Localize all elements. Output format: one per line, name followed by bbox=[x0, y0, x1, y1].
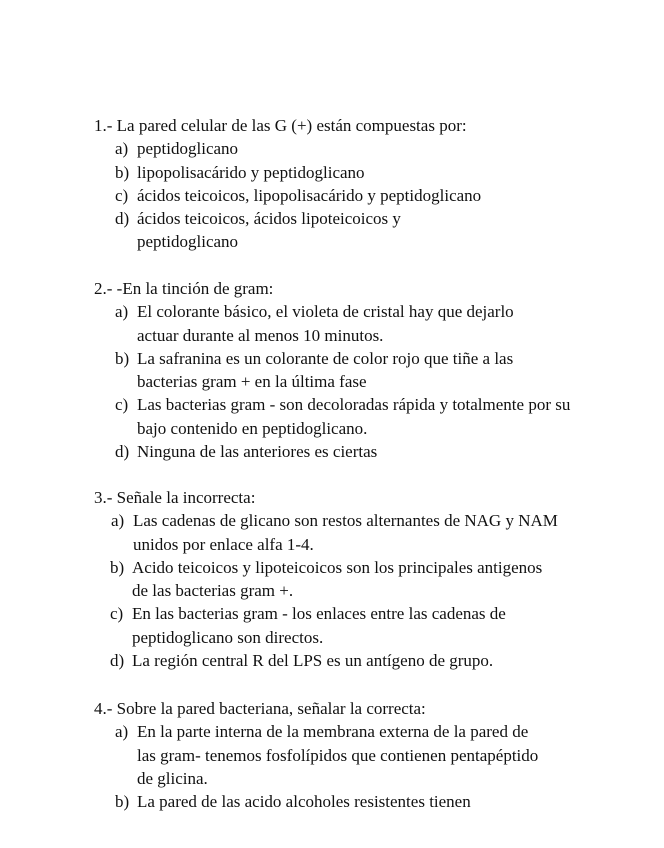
option-letter: c) bbox=[115, 395, 129, 415]
option-letter: b) bbox=[115, 792, 130, 812]
option-letter: a) bbox=[115, 302, 129, 322]
question-2-option-b bbox=[115, 347, 567, 394]
option-text: En las bacterias gram - los enlaces entre las cadenas de peptidoglicano son directos. bbox=[132, 604, 506, 647]
question-4-option-a bbox=[115, 720, 547, 790]
question-2-option-a bbox=[115, 300, 557, 347]
option-text: peptidoglicano bbox=[137, 139, 239, 159]
option-letter: d) bbox=[115, 442, 130, 462]
question-2-option-c bbox=[115, 393, 577, 440]
option-text: La safranina es un colorante de color rojo que tiñe a las bacterias gram + en la última fase bbox=[137, 348, 514, 392]
question-3-option-c bbox=[110, 602, 582, 649]
option-letter: c) bbox=[110, 604, 124, 624]
question-1-option-d bbox=[115, 207, 482, 254]
option-letter: a) bbox=[115, 722, 129, 742]
question-3 bbox=[94, 486, 594, 672]
question-4-title: 4.- Sobre la pared bacteriana, señalar la correcta: bbox=[94, 699, 426, 718]
option-text: El colorante básico, el violeta de cristal hay que dejarlo actuar durante al menos 10 minutos. bbox=[137, 302, 514, 345]
question-1-title: 1.- La pared celular de las G (+) están compuestas por: bbox=[94, 116, 467, 135]
option-text: En la parte interna de la membrana externa de la pared de las gram- tenemos fosfolípidos que contienen pentapéptido de glicina. bbox=[137, 722, 539, 788]
option-letter: b) bbox=[110, 557, 125, 577]
question-1-option-b bbox=[115, 161, 537, 184]
question-2 bbox=[94, 277, 594, 463]
question-1-option-a bbox=[115, 137, 437, 160]
option-letter: d) bbox=[110, 651, 125, 671]
option-text: La región central R del LPS es un antígeno de grupo. bbox=[132, 651, 494, 671]
option-text: Las cadenas de glicano son restos alternantes de NAG y NAM unidos por enlace alfa 1-4. bbox=[133, 511, 558, 554]
option-letter: a) bbox=[111, 511, 125, 531]
option-text: ácidos teicoicos, ácidos lipoteicoicos y peptidoglicano bbox=[137, 209, 401, 252]
question-4 bbox=[94, 697, 594, 813]
option-letter: c) bbox=[115, 185, 129, 205]
question-3-option-a bbox=[111, 509, 593, 556]
option-text: ácidos teicoicos, lipopolisacárido y peptidoglicano bbox=[137, 185, 482, 205]
option-text: lipopolisacárido y peptidoglicano bbox=[137, 162, 365, 182]
question-1 bbox=[94, 114, 594, 254]
question-2-option-d bbox=[115, 440, 567, 463]
option-text: Ninguna de las anteriores es ciertas bbox=[137, 442, 378, 462]
option-letter: d) bbox=[115, 209, 130, 229]
option-letter: a) bbox=[115, 139, 129, 159]
question-3-title: 3.- Señale la incorrecta: bbox=[94, 488, 256, 507]
option-text: Acido teicoicos y lipoteicoicos son los principales antigenos de las bacterias gram +. bbox=[132, 557, 543, 601]
option-text: La pared de las acido alcoholes resistentes tienen bbox=[137, 792, 471, 812]
question-3-option-d bbox=[110, 649, 592, 672]
question-1-option-c bbox=[115, 184, 607, 207]
option-text: Las bacterias gram - son decoloradas rápida y totalmente por su bajo contenido en peptidoglicano. bbox=[137, 395, 571, 438]
option-letter: b) bbox=[115, 348, 130, 368]
question-4-option-b bbox=[115, 790, 577, 813]
question-3-option-b bbox=[110, 556, 562, 603]
question-2-title: 2.- -En la tinción de gram: bbox=[94, 279, 274, 298]
option-letter: b) bbox=[115, 162, 130, 182]
